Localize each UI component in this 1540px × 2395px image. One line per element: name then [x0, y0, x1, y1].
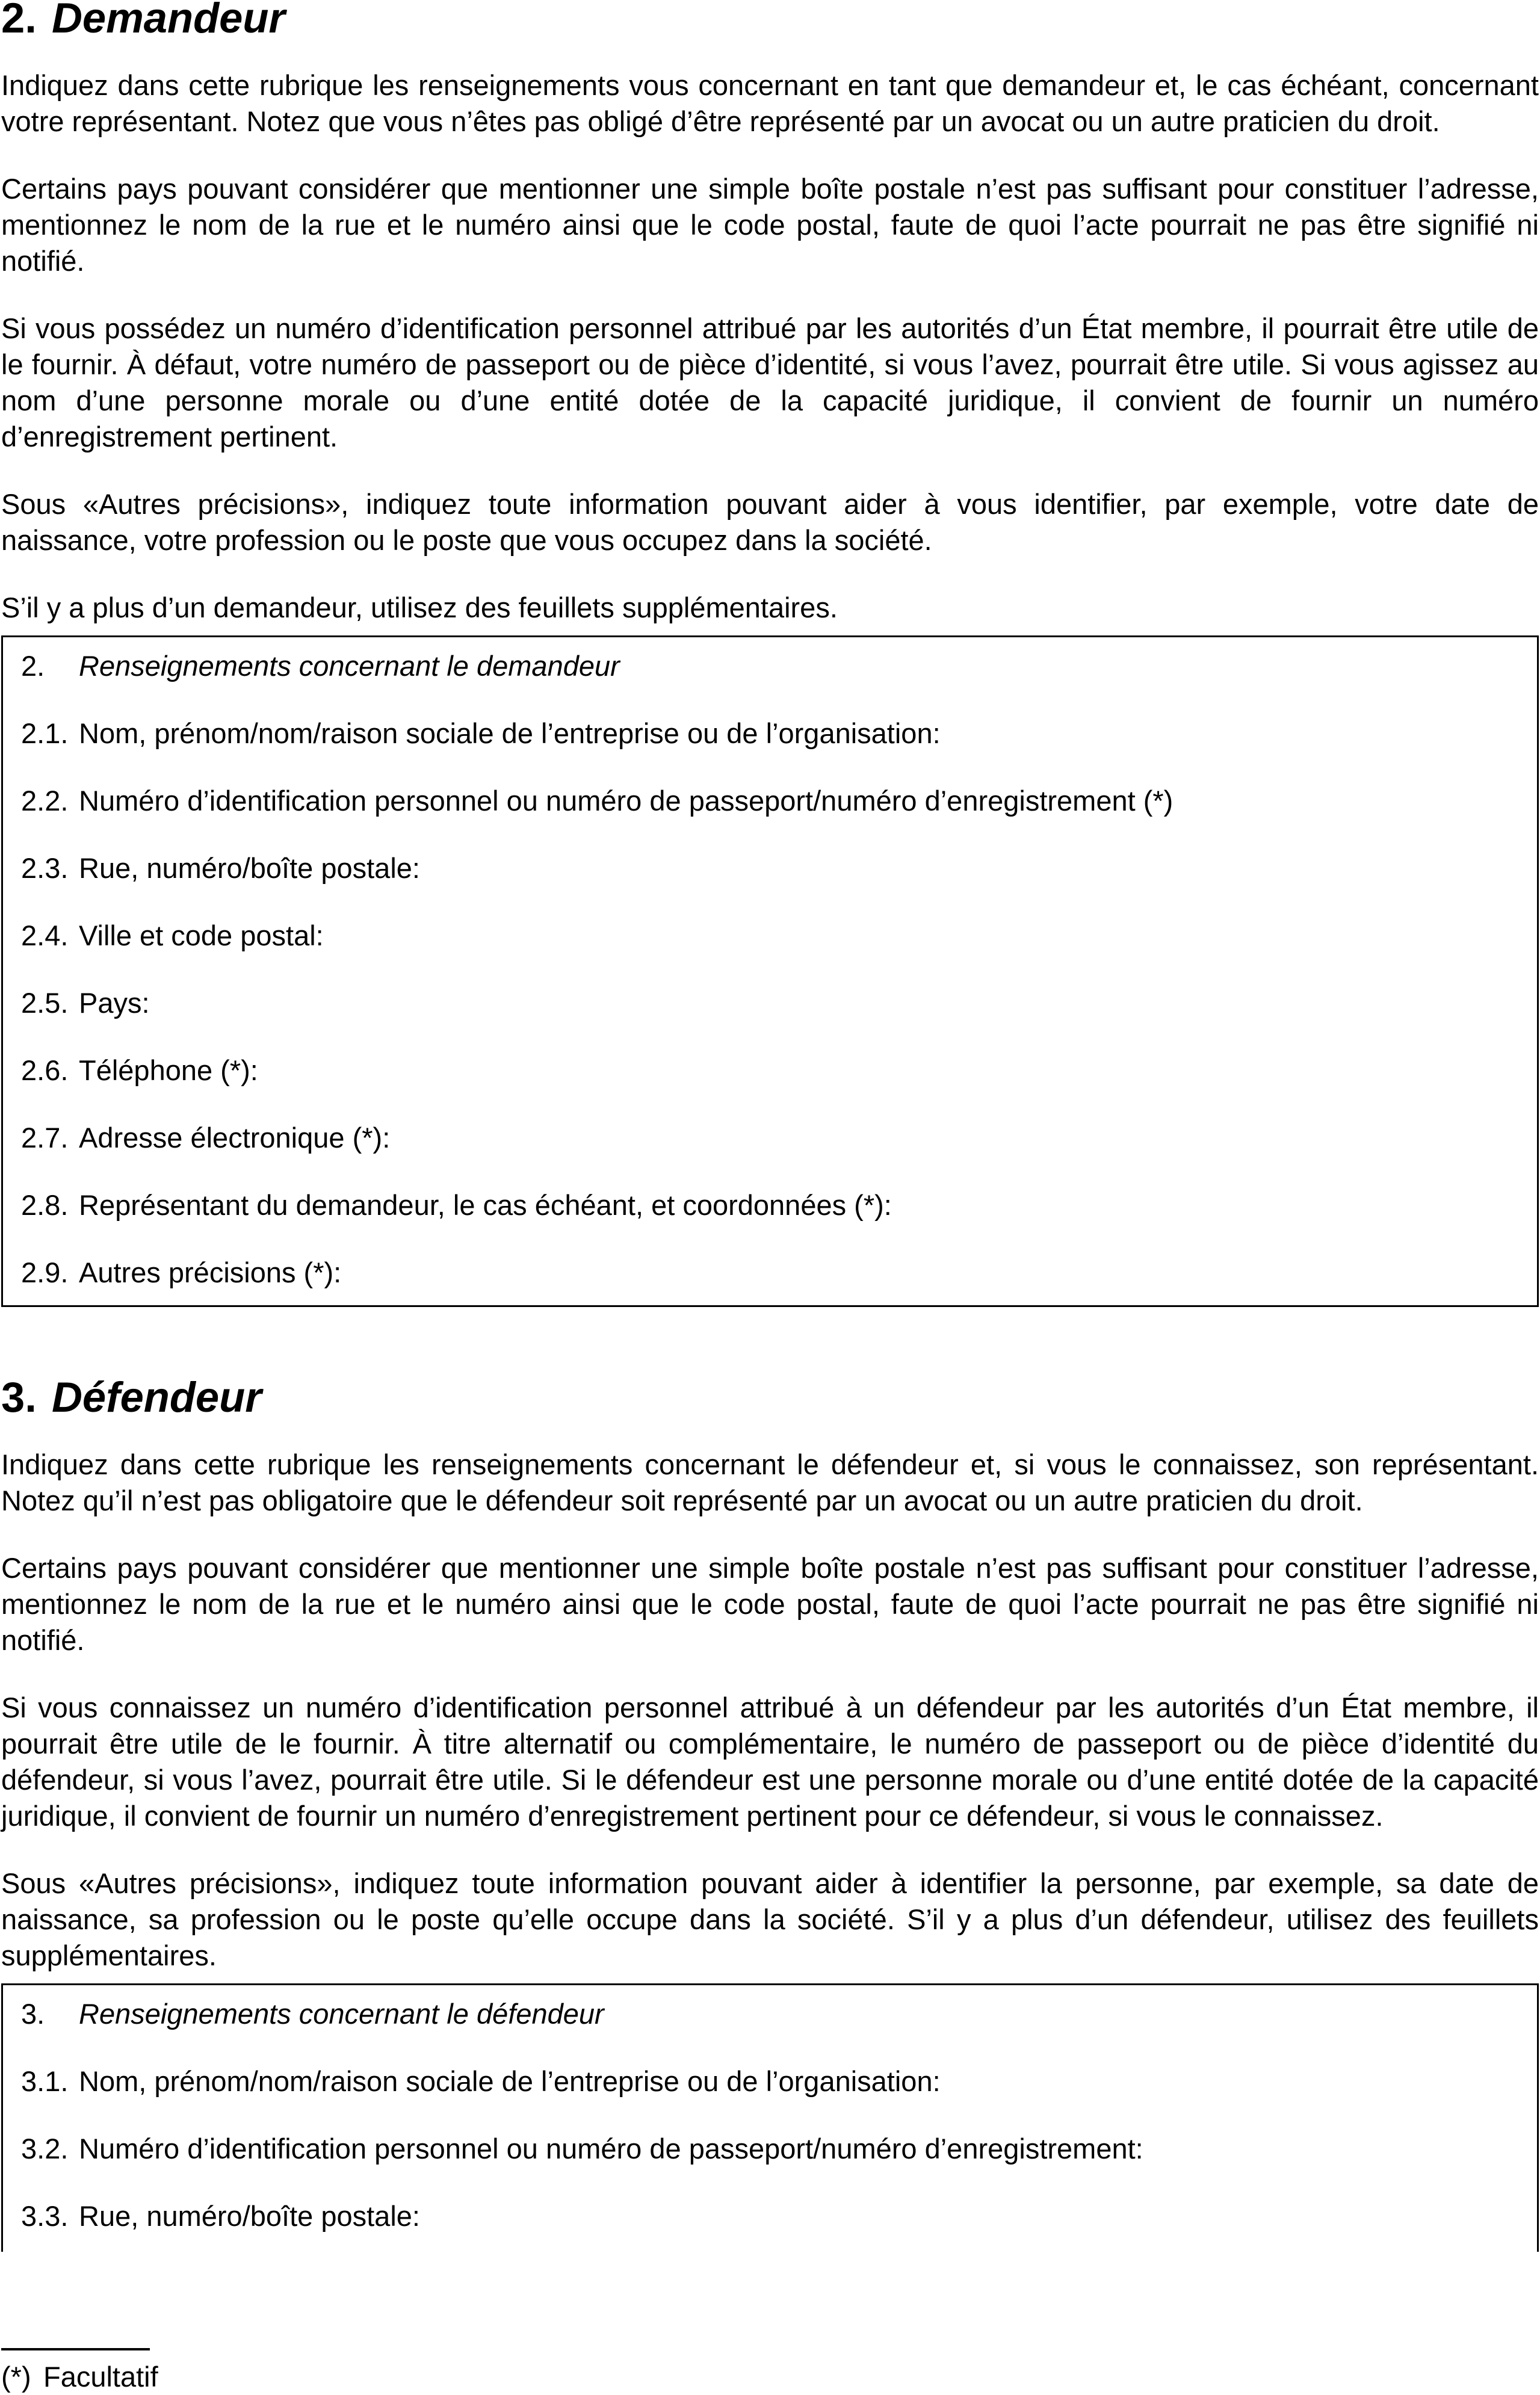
item-number: 3.1.	[21, 2065, 69, 2097]
item-label: Adresse électronique (*):	[79, 1122, 391, 1154]
document-page	[1, 0, 1539, 2395]
item-number: 2.4.	[21, 919, 69, 951]
paragraph: Si vous connaissez un numéro d’identification personnel attribué à un défendeur par les autorités d’un État membre, il pourrait être utile de le fournir. À titre alternatif ou complémentaire, le numéro de passeport ou de pièce d’identité du défendeur, si vous l’avez, pourrait être utile. Si le défendeur est une personne morale ou d’une entité dotée de la capacité juridique, il convient de fournir un numéro d’enregistrement pertinent pour ce défendeur, si vous le connaissez.	[1, 1692, 1539, 1832]
box-item	[21, 1255, 1519, 1291]
item-number: 2.8.	[21, 1189, 69, 1221]
section-heading	[1, 1373, 1539, 1421]
box-item	[21, 918, 1519, 954]
item-label: Numéro d’identification personnel ou numéro de passeport/numéro d’enregistrement:	[79, 2133, 1143, 2165]
item-number: 2.7.	[21, 1122, 69, 1154]
item-number: 2.6.	[21, 1054, 69, 1086]
paragraph: Certains pays pouvant considérer que mentionner une simple boîte postale n’est pas suffisant pour constituer l’adresse, mentionnez le nom de la rue et le numéro ainsi que le code postal, faute de quoi l’acte pourrait ne pas être signifié ni notifié.	[1, 173, 1539, 277]
paragraph: Sous «Autres précisions», indiquez toute information pouvant aider à vous identifier, par exemple, votre date de naissance, votre profession ou le poste que vous occupez dans la société.	[1, 488, 1539, 556]
item-label: Numéro d’identification personnel ou numéro de passeport/numéro d’enregistrement (*)	[79, 785, 1174, 817]
item-label: Représentant du demandeur, le cas échéant, et coordonnées (*):	[79, 1189, 892, 1221]
box-item	[21, 1120, 1519, 1156]
section-title: Défendeur	[52, 1373, 262, 1421]
paragraph: Indiquez dans cette rubrique les renseignements concernant le défendeur et, si vous le connaissez, son représentant. Notez qu’il n’est pas obligatoire que le défendeur soit représenté par un avocat ou un autre praticien du droit.	[1, 1448, 1539, 1516]
box-item	[21, 850, 1519, 886]
box-heading-label: Renseignements concernant le demandeur	[79, 650, 620, 682]
paragraph: Indiquez dans cette rubrique les renseignements vous concernant en tant que demandeur et, le cas échéant, concernant votre représentant. Notez que vous n’êtes pas obligé d’être représenté par un avocat ou un autre praticien du droit.	[1, 69, 1539, 137]
item-number: 2.5.	[21, 987, 69, 1019]
section-heading	[1, 0, 1539, 42]
paragraph: Sous «Autres précisions», indiquez toute information pouvant aider à identifier la personne, par exemple, sa date de naissance, sa profession ou le poste qu’elle occupe dans la société. S’il y a plus d’un défendeur, utilisez des feuillets supplémentaires.	[1, 1867, 1539, 1971]
paragraph: S’il y a plus d’un demandeur, utilisez des feuillets supplémentaires.	[1, 592, 838, 623]
box-heading-label: Renseignements concernant le défendeur	[79, 1998, 604, 2030]
section-number: 2.	[1, 0, 37, 42]
paragraph: Si vous possédez un numéro d’identification personnel attribué par les autorités d’un État membre, il pourrait être utile de le fournir. À défaut, votre numéro de passeport ou de pièce d’identité, si vous l’avez, pourrait être utile. Si vous agissez au nom d’une personne morale ou d’une entité dotée de la capacité juridique, il convient de fournir un numéro d’enregistrement pertinent.	[1, 312, 1539, 453]
box-item	[21, 2131, 1519, 2167]
box-item	[21, 1187, 1519, 1223]
section-number: 3.	[1, 1373, 37, 1421]
box-item	[21, 985, 1519, 1021]
box-heading	[21, 648, 1519, 684]
item-number: 3.2.	[21, 2133, 69, 2165]
item-label: Rue, numéro/boîte postale:	[79, 852, 420, 884]
item-number: 3.3.	[21, 2200, 69, 2232]
box-item	[21, 783, 1519, 819]
item-label: Téléphone (*):	[79, 1054, 258, 1086]
info-box-defendeur	[1, 1983, 1539, 2252]
box-item	[21, 1052, 1519, 1089]
item-label: Rue, numéro/boîte postale:	[79, 2200, 420, 2232]
item-label: Pays:	[79, 987, 150, 1019]
box-item	[21, 2198, 1519, 2234]
item-label: Nom, prénom/nom/raison sociale de l’entreprise ou de l’organisation:	[79, 717, 941, 749]
box-heading-number: 3.	[21, 1998, 45, 2030]
item-number: 2.3.	[21, 852, 69, 884]
item-number: 2.1.	[21, 717, 69, 749]
box-heading-number: 2.	[21, 650, 45, 682]
footnote	[1, 2348, 1539, 2395]
section-demandeur	[1, 0, 1539, 1307]
footnote-divider	[1, 2348, 150, 2350]
item-label: Ville et code postal:	[79, 919, 324, 951]
paragraph: Certains pays pouvant considérer que mentionner une simple boîte postale n’est pas suffisant pour constituer l’adresse, mentionnez le nom de la rue et le numéro ainsi que le code postal, faute de quoi l’acte pourrait ne pas être signifié ni notifié.	[1, 1552, 1539, 1656]
box-heading	[21, 1996, 1519, 2032]
footnote-label: Facultatif	[43, 2361, 158, 2393]
item-number: 2.2.	[21, 785, 69, 817]
section-title: Demandeur	[52, 0, 285, 42]
box-item	[21, 715, 1519, 752]
section-defendeur	[1, 1373, 1539, 2252]
footnote-marker: (*)	[1, 2361, 31, 2393]
item-label: Nom, prénom/nom/raison sociale de l’entreprise ou de l’organisation:	[79, 2065, 941, 2097]
item-number: 2.9.	[21, 1256, 69, 1288]
info-box-demandeur	[1, 635, 1539, 1307]
box-item	[21, 2063, 1519, 2100]
item-label: Autres précisions (*):	[79, 1256, 342, 1288]
footnote-text	[1, 2359, 1539, 2395]
